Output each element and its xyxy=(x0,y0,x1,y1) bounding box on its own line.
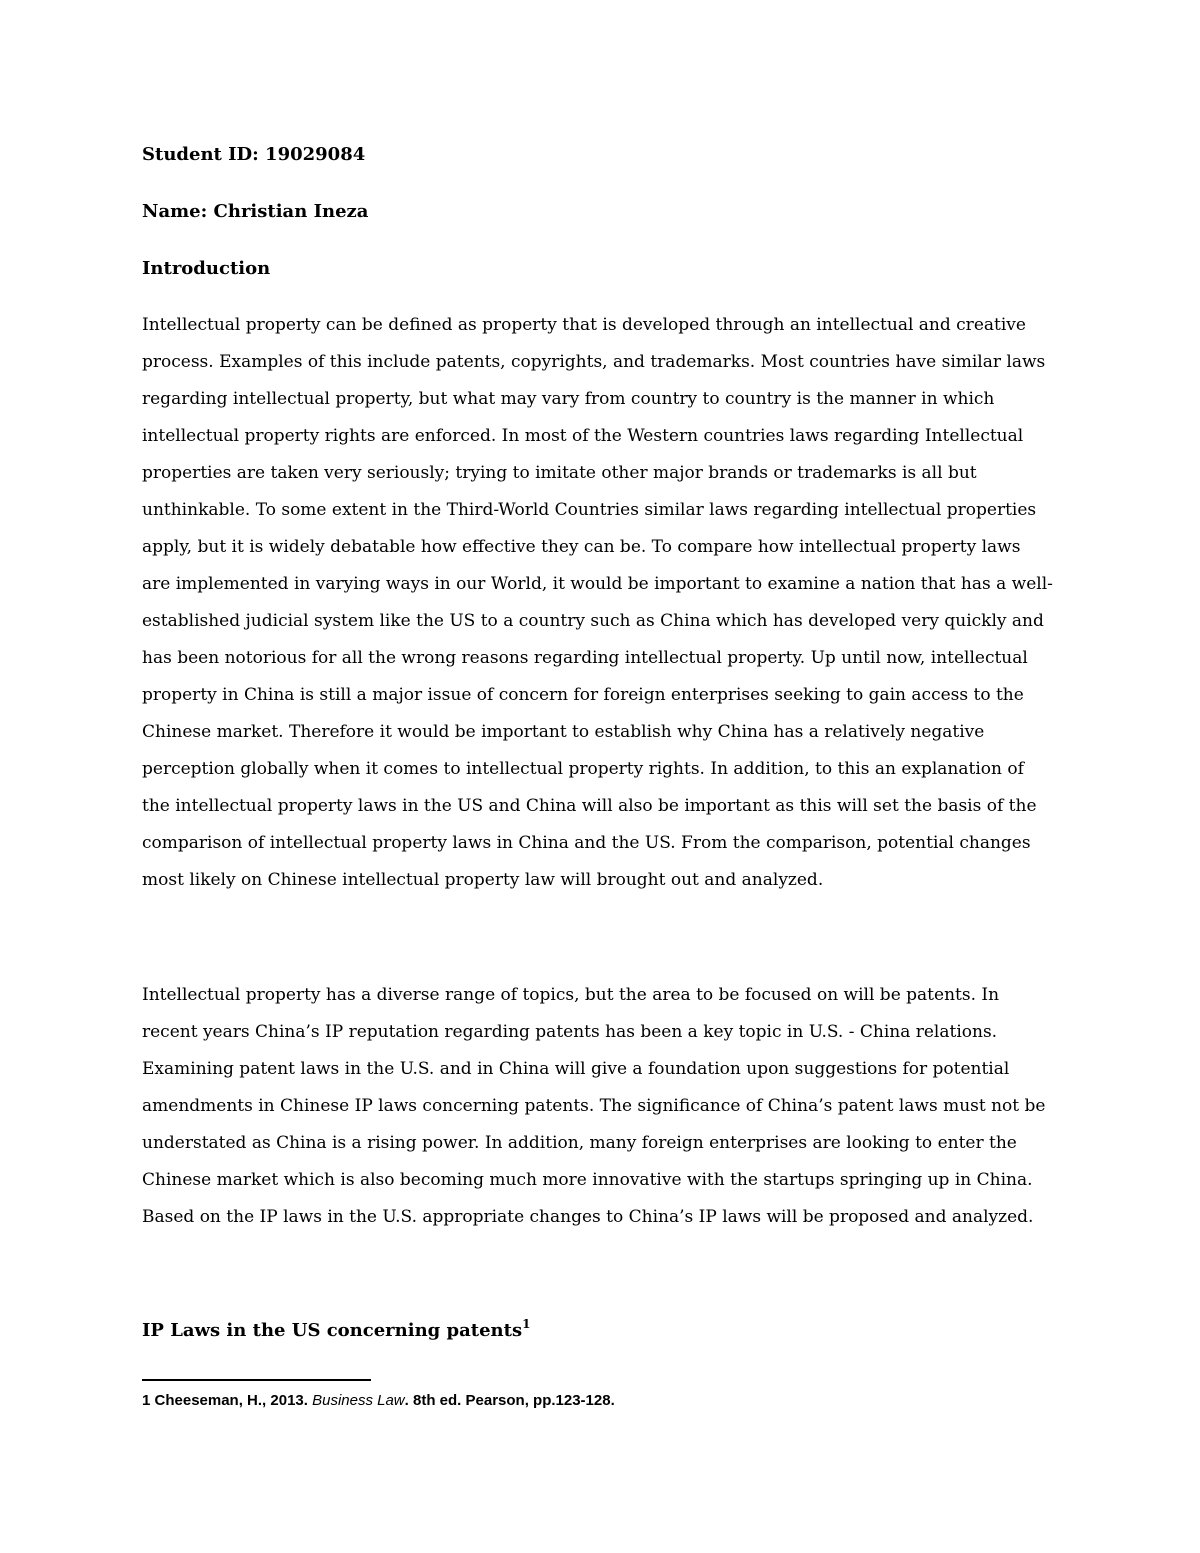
section-heading-text: IP Laws in the US concerning patents xyxy=(142,1320,523,1341)
student-name: Name: Christian Ineza xyxy=(142,201,369,222)
footnote-separator xyxy=(142,1379,371,1381)
footnote-reference[interactable]: 1 xyxy=(522,1317,531,1331)
footnote-title: Business Law xyxy=(312,1392,405,1409)
footnote-tail: . 8th ed. Pearson, pp.123-128. xyxy=(404,1392,615,1409)
section-heading xyxy=(142,1318,530,1344)
footnote-lead: 1 Cheeseman, H., 2013. xyxy=(142,1392,313,1409)
introduction-paragraph-2: Intellectual property has a diverse range of topics, but the area to be focused on will be patents. In recent years China’s IP reputation regarding patents has been a key topic in U.S. - China relations. Examining patent laws in the U.S. and in China will give a foundation upon suggestions for potential amendments in Chinese IP laws concerning patents. The significance of China’s patent laws must not be understated as China is a rising power. In addition, many foreign enterprises are looking to enter the Chinese market which is also becoming much more innovative with the startups springing up in China. Based on the IP laws in the U.S. appropriate changes to China’s IP laws will be proposed and analyzed. xyxy=(142,985,1046,1227)
footnote xyxy=(142,1390,615,1412)
introduction-heading: Introduction xyxy=(142,258,271,279)
student-id: Student ID: 19029084 xyxy=(142,144,366,165)
introduction-paragraph-1: Intellectual property can be defined as property that is developed through an intellectual and creative process. Examples of this include patents, copyrights, and trademarks. Most countries have similar laws regarding intellectual property, but what may vary from country to country is the manner in which intellectual property rights are enforced. In most of the Western countries laws regarding Intellectual properties are taken very seriously; trying to imitate other major brands or trademarks is all but unthinkable. To some extent in the Third-World Countries similar laws regarding intellectual properties apply, but it is widely debatable how effective they can be. To compare how intellectual property laws are implemented in varying ways in our World, it would be important to examine a nation that has a well-established judicial system like the US to a country such as China which has developed very quickly and has been notorious for all the wrong reasons regarding intellectual property. Up until now, intellectual property in China is still a major issue of concern for foreign enterprises seeking to gain access to the Chinese market. Therefore it would be important to establish why China has a relatively negative perception globally when it comes to intellectual property rights. In addition, to this an explanation of the intellectual property laws in the US and China will also be important as this will set the basis of the comparison of intellectual property laws in China and the US. From the comparison, potential changes most likely on Chinese intellectual property law will brought out and analyzed. xyxy=(142,315,1053,890)
